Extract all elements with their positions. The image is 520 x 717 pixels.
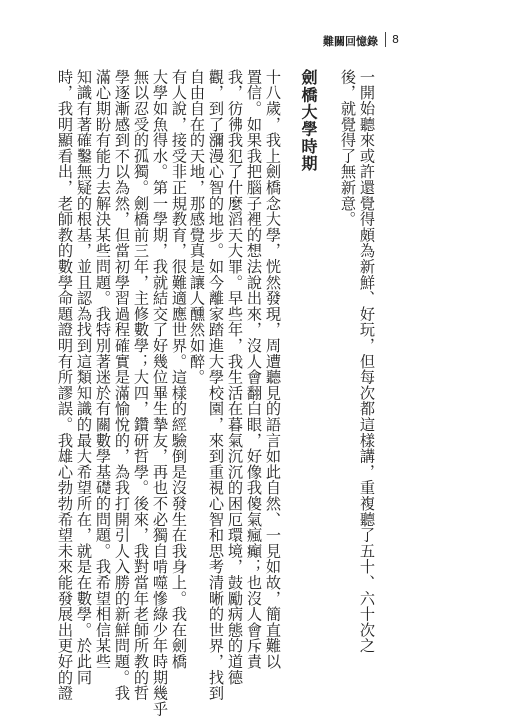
- text-column: 學逐漸感到不以為然，但當初學習過程確實是滿愉悅的，為我打開引人入勝的新鮮問題。我: [113, 69, 131, 701]
- text-column: 自由自在的天地，那感覺真是讓人醺然如醉。: [188, 69, 206, 385]
- text-column: 置信。如果我把腦子裡的想法說出來，沒人會翻白眼，好像我傻氣瘋癲；也沒人會斥責: [245, 69, 263, 670]
- text-column: 滿心期盼有能力去解決某些問題。我特別著迷於有關數學基礎的問題。我希望相信某些: [94, 69, 112, 670]
- running-header-title: 難關回憶錄: [323, 35, 378, 48]
- page-number: 8: [392, 33, 399, 46]
- text-column: 有人說，接受非正規教育，很難適應世界。這樣的經驗倒是沒發生在我身上。我在劍橋: [170, 69, 188, 670]
- text-column: 時，我明顯看出，老師教的數學命題證明有所謬誤。我雄心勃勃希望未來能發展出更好的證: [56, 69, 74, 701]
- text-column: 後，就覺得了無新意。: [339, 69, 357, 227]
- text-column: 十八歲，我上劍橋念大學，恍然發現，周遭聽見的語言如此自然、一見如故，簡直難以: [264, 69, 282, 670]
- header-divider: [385, 32, 386, 47]
- text-column: 我，彷彿我犯了什麼滔天大罪。早些年，我生活在暮氣沉沉的困厄環境，鼓勵病態的道德: [226, 69, 244, 686]
- text-column: 大學如魚得水。第一學期，我就結交了好幾位畢生摯友，再也不必獨自啃噬慘綠少年時期幾乎: [151, 69, 169, 717]
- section-heading: 劍橋大學時期: [299, 69, 318, 173]
- text-column: 一開始聽來或許還覺得頗為新鮮、好玩，但每次都這樣講，重複聽了五十、六十次之: [358, 69, 376, 654]
- text-column: 知識有著確鑿無疑的根基，並且認為找到這類知識的最大希望所在，就是在數學。於此同: [75, 69, 93, 686]
- text-column: 觀，到了瀰漫心智的地步。如今離家踏進大學校園，來到重視心智和思考清晰的世界，找到: [207, 69, 225, 701]
- text-column: 無以忍受的孤獨。劍橋前三年，主修數學；大四，鑽研哲學。後來，我對當年老師所教的哲: [132, 69, 150, 701]
